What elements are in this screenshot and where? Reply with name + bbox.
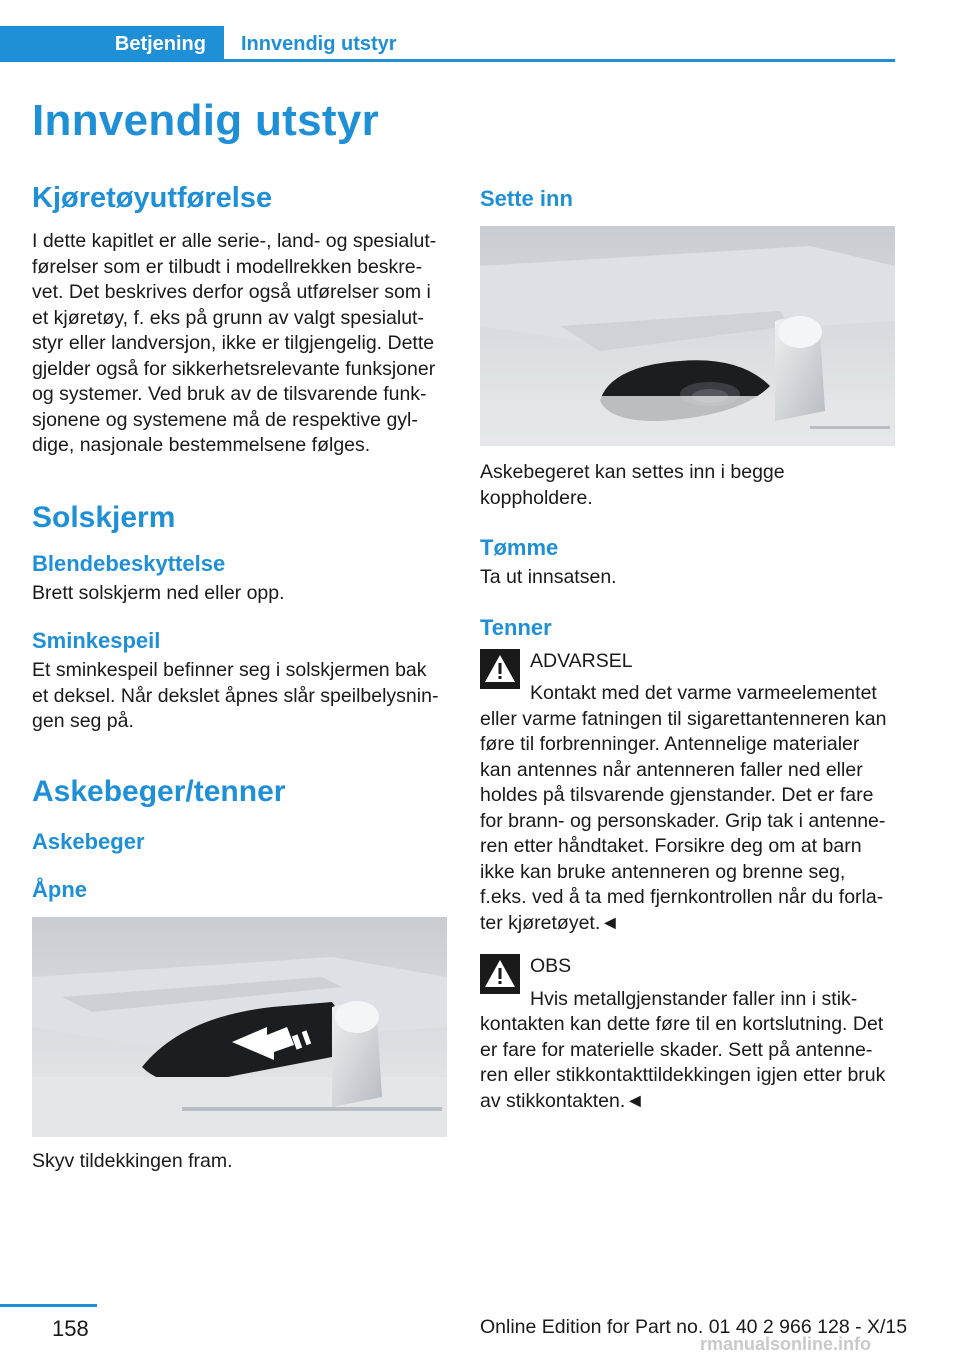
console-insert-illustration xyxy=(480,226,895,446)
heading-glare: Blendebeskyttelse xyxy=(32,550,226,576)
left-column xyxy=(32,182,447,1174)
right-column xyxy=(480,182,895,1114)
heading-vehicle: Kjøretøyutførelse xyxy=(32,182,273,214)
mirror-text: Et sminkespeil befinner seg i solskjermen bak et deksel. Når dekslet åpnes slår speilbelysnin-gen seg på. xyxy=(32,659,439,732)
warning-title: ADVARSEL xyxy=(530,649,633,672)
heading-ashtray-lighter: Askebeger/tenner xyxy=(32,774,286,808)
tab-innvendig-utstyr[interactable] xyxy=(241,26,397,62)
footer-rule xyxy=(0,1304,97,1307)
insert-text: Askebegeret kan settes inn i begge koppholdere. xyxy=(480,461,785,509)
notice-title: OBS xyxy=(530,955,572,977)
footer-edition: Online Edition for Part no. 01 40 2 966 128 - X/15 xyxy=(480,1316,908,1338)
empty-text: Ta ut innsatsen. xyxy=(480,566,617,588)
open-caption: Skyv tildekkingen fram. xyxy=(32,1149,233,1172)
vehicle-text: I dette kapitlet er alle serie-, land- og spesialut-førelser som er tilbudt i modellrekken beskre-vet. Det beskrives derfor også utførelser som i et kjøretøy, f. eks på grunn av valgt spesialut-styr eller landversjon, ikke er tilgjengelig. Dette gjelder også for sikkerhetsrelevante funksjoner og systemer. Ved bruk av de tilsvarende funk-sjonene og systemene må de respektive gyl-dige, nasjonale bestemmelsene følges. xyxy=(32,230,437,456)
glare-text: Brett solskjerm ned eller opp. xyxy=(32,581,285,604)
notice-text: Hvis metallgjenstander faller inn i stik-kontakten kan dette føre til en kortslutning. Det er fare for materielle skader. Sett på antenne-ren eller stikkontakttildekkingen igjen etter bruk av stikkontakten.◄ xyxy=(480,987,886,1112)
warning-text: Kontakt med det varme varmeelementet eller varme fatningen til sigarettantenneren kan føre til forbrenninger. Antennelige materialer kan antennes når antenneren faller ned eller holdes på tilsvarende gjenstander. Det er fare for brann- og personskader. Grip tak i antenne-ren etter håndtaket. Forsikre deg om at barn ikke kan bruke antenneren og brenne seg, f.eks. ved å ta med fjernkontrollen når du forla-ter kjøretøyet.◄ xyxy=(480,682,887,934)
figure-open-ashtray xyxy=(32,917,447,1137)
tab-betjening-label: Betjening xyxy=(114,32,206,55)
warning-triangle-icon xyxy=(480,649,520,689)
figure-insert-ashtray xyxy=(480,226,895,446)
heading-mirror: Sminkespeil xyxy=(32,628,161,653)
heading-sunvisor: Solskjerm xyxy=(32,500,176,534)
heading-empty: Tømme xyxy=(480,535,559,560)
tab-betjening[interactable] xyxy=(0,26,224,62)
heading-open: Åpne xyxy=(32,876,87,902)
page-title: Innvendig utstyr xyxy=(32,96,380,145)
console-open-illustration xyxy=(32,917,447,1137)
heading-ashtray: Askebeger xyxy=(32,828,145,854)
notice-block xyxy=(480,954,895,1114)
heading-lighter: Tenner xyxy=(480,614,552,640)
heading-insert: Sette inn xyxy=(480,186,573,211)
tab-innvendig-utstyr-label: Innvendig utstyr xyxy=(241,32,397,55)
notice-triangle-icon xyxy=(480,954,520,994)
page-number: 158 xyxy=(52,1316,89,1341)
warning-block xyxy=(480,649,895,937)
watermark: rmanualsonline.info xyxy=(700,1334,872,1354)
